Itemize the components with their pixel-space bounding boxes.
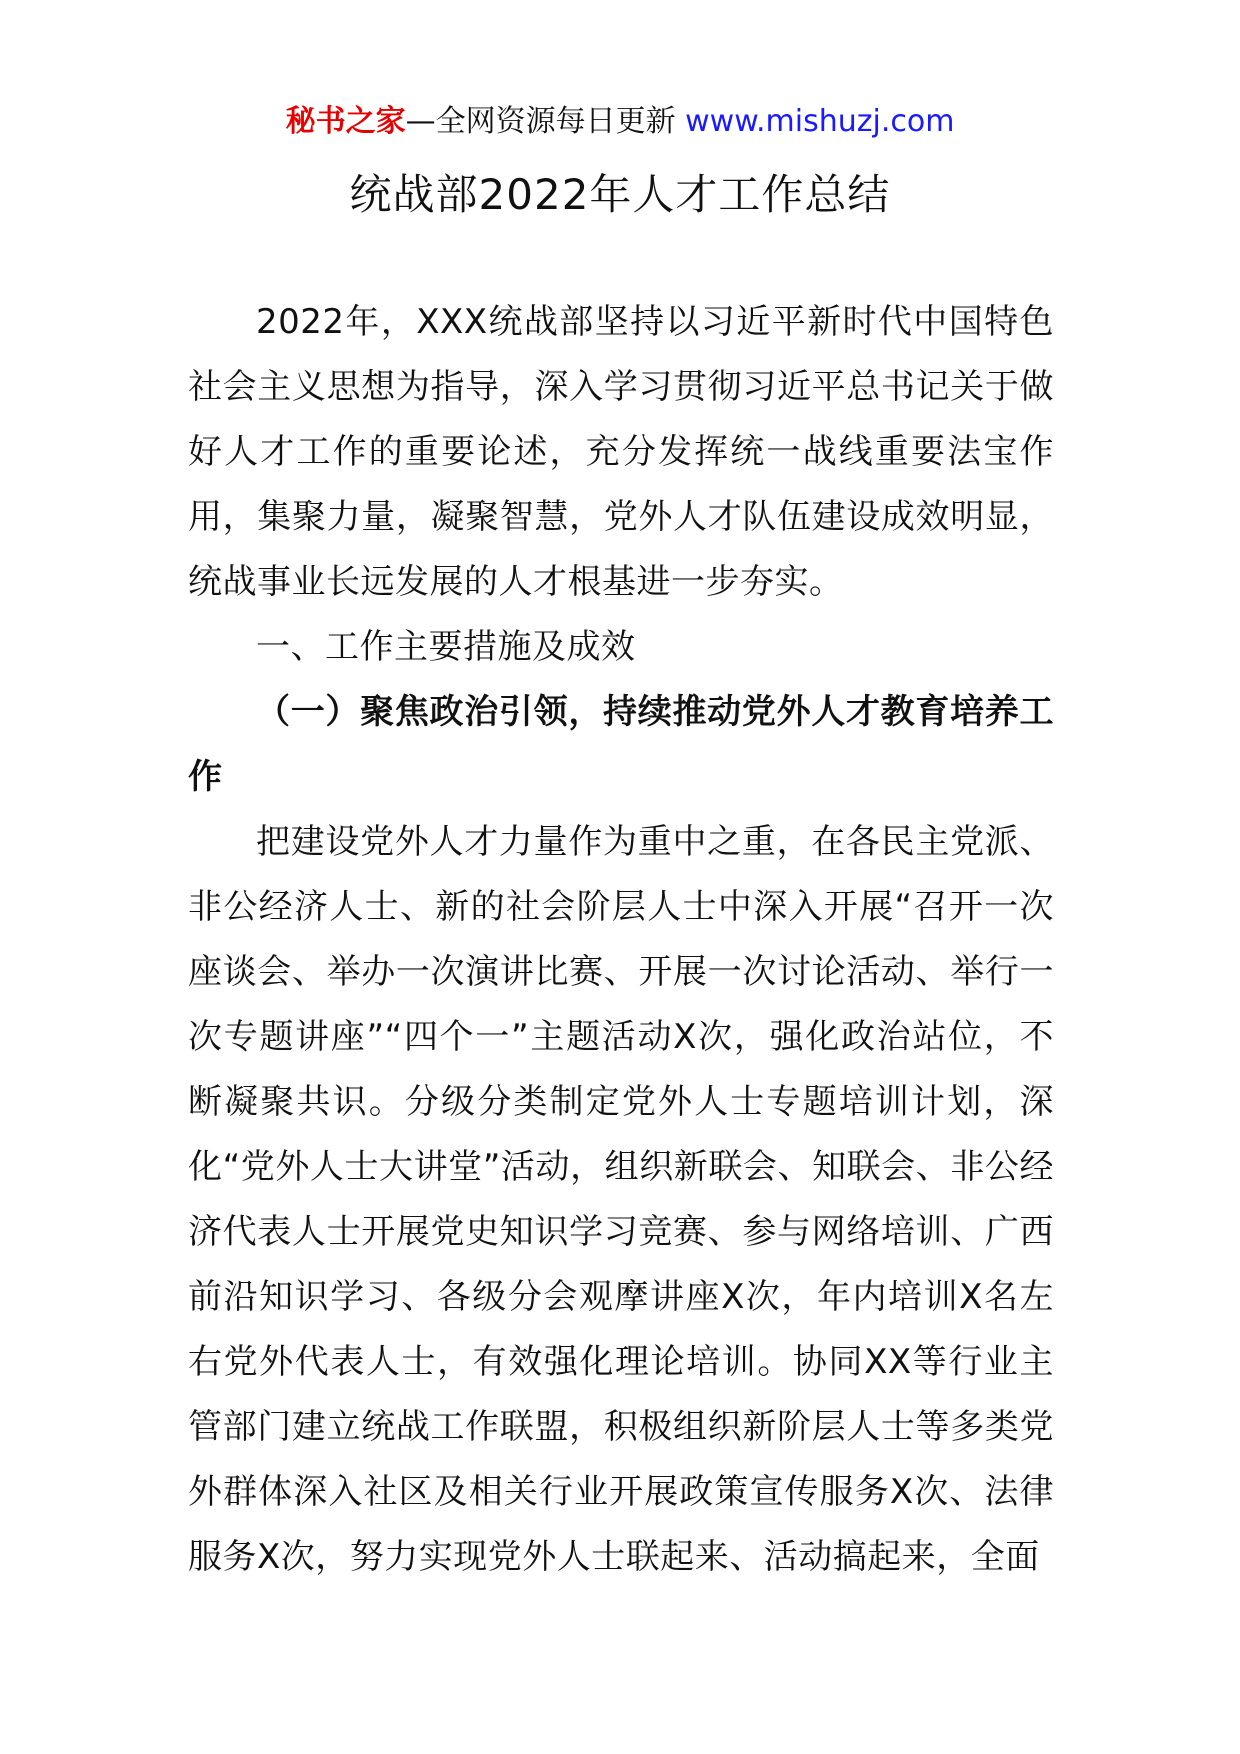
subsection-heading: （一）聚焦政治引领，持续推动党外人才教育培养工作 xyxy=(188,692,1054,797)
document-body xyxy=(188,290,1054,1590)
site-url: www.mishuzj.com xyxy=(685,104,955,139)
document-title: 统战部2022年人才工作总结 xyxy=(349,170,891,219)
section-heading: 一、工作主要措施及成效 xyxy=(256,627,636,667)
header-tagline: —全网资源每日更新 xyxy=(405,104,686,139)
brand-name: 秘书之家 xyxy=(285,104,406,139)
intro-paragraph: 2022年，XXX统战部坚持以习近平新时代中国特色社会主义思想为指导，深入学习贯彻习近平总书记关于做好人才工作的重要论述，充分发挥统一战线重要法宝作用，集聚力量，凝聚智慧，党外人才队伍建设成效明显，统战事业长远发展的人才根基进一步夯实。 xyxy=(188,302,1054,602)
subsection-paragraph: 把建设党外人才力量作为重中之重，在各民主党派、非公经济人士、新的社会阶层人士中深入开展“召开一次座谈会、举办一次演讲比赛、开展一次讨论活动、举行一次专题讲座”“四个一”主题活动X次，强化政治站位，不断凝聚共识。分级分类制定党外人士专题培训计划，深化“党外人士大讲堂”活动，组织新联会、知联会、非公经济代表人士开展党史知识学习竞赛、参与网络培训、广西前沿知识学习、各级分会观摩讲座X次，年内培训X名左右党外代表人士，有效强化理论培训。协同XX等行业主管部门建立统战工作联盟，积极组织新阶层人士等多类党外群体深入社区及相关行业开展政策宣传服务X次、法律服务X次，努力实现党外人士联起来、活动搞起来，全面 xyxy=(188,822,1054,1577)
source-header xyxy=(0,100,1240,144)
